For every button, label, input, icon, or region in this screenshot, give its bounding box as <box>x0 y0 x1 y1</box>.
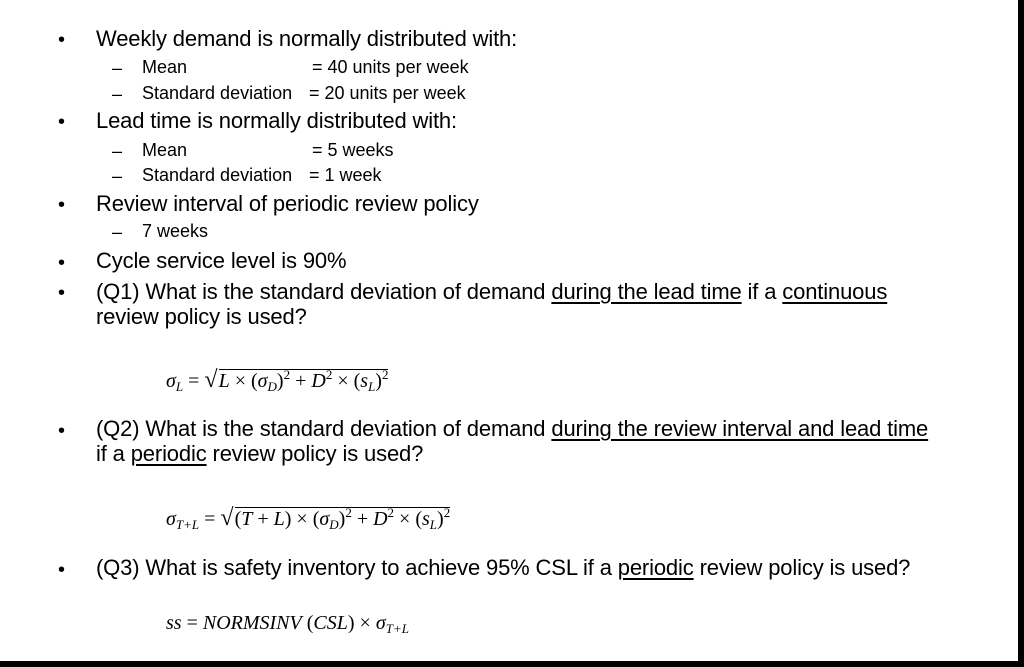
dash-marker: – <box>112 58 123 78</box>
formula-sigma-l: $\sigma_L = √L \times (\sigma_D)^2 + D^2 \times (s_L)^2$ <box>166 367 389 394</box>
value-review-interval: 7 weeks <box>142 221 209 241</box>
q3-text-post: review policy is used? <box>693 555 911 580</box>
label-leadtime-mean: Mean <box>142 140 188 160</box>
value-demand-mean: = 40 units per week <box>312 57 469 77</box>
dash-marker: – <box>112 141 123 161</box>
q2-text-line2-pre: if a <box>96 441 131 466</box>
dash-marker: – <box>112 166 123 186</box>
q1-text-mid: if a <box>741 279 783 304</box>
bullet-marker: • <box>58 29 66 51</box>
q1-underline-continuous: continuous <box>782 279 888 304</box>
formula-sigma-t-plus-l: $\sigma_{T+L} = √(T + L) \times (\sigma_D)^2 + D^2 \times (s_L)^2$ <box>166 505 451 532</box>
dash-marker: – <box>112 222 123 242</box>
bullet-marker: • <box>58 111 66 133</box>
label-leadtime-stdev: Standard deviation <box>142 165 293 185</box>
bullet-lead-time: Lead time is normally distributed with: <box>96 108 457 133</box>
q2-text-pre: (Q2) What is the standard deviation of demand <box>96 416 552 441</box>
bullet-review-interval: Review interval of periodic review policy <box>96 191 479 216</box>
q3-underline-periodic: periodic <box>617 555 694 580</box>
bullet-marker: • <box>58 252 66 274</box>
value-leadtime-stdev: = 1 week <box>309 165 382 185</box>
q2-text-line2-post: review policy is used? <box>206 441 424 466</box>
bullet-weekly-demand: Weekly demand is normally distributed with: <box>96 26 518 51</box>
q2-underline-periodic: periodic <box>130 441 207 466</box>
q1-text-pre: (Q1) What is the standard deviation of demand <box>96 279 552 304</box>
dash-marker: – <box>112 84 123 104</box>
question-1-line-2: review policy is used? <box>96 304 307 329</box>
label-demand-mean: Mean <box>142 57 188 77</box>
value-leadtime-mean: = 5 weeks <box>312 140 394 160</box>
label-demand-stdev: Standard deviation <box>142 83 293 103</box>
q2-underline-review-interval: during the review interval and lead time <box>551 416 929 441</box>
bullet-marker: • <box>58 559 66 581</box>
bullet-marker: • <box>58 282 66 304</box>
bullet-cycle-service-level: Cycle service level is 90% <box>96 248 347 273</box>
formula-safety-stock: ss = NORMSINV $(CSL) \times \sigma_{T+L}$ <box>166 612 409 636</box>
bullet-marker: • <box>58 194 66 216</box>
bullet-marker: • <box>58 420 66 442</box>
value-demand-stdev: = 20 units per week <box>309 83 466 103</box>
question-2-line-2 <box>96 441 423 467</box>
question-3 <box>96 555 910 581</box>
question-1 <box>96 279 887 305</box>
q1-underline-lead-time: during the lead time <box>551 279 742 304</box>
question-2 <box>96 416 928 442</box>
q3-text-pre: (Q3) What is safety inventory to achieve 95% CSL if a <box>96 555 618 580</box>
